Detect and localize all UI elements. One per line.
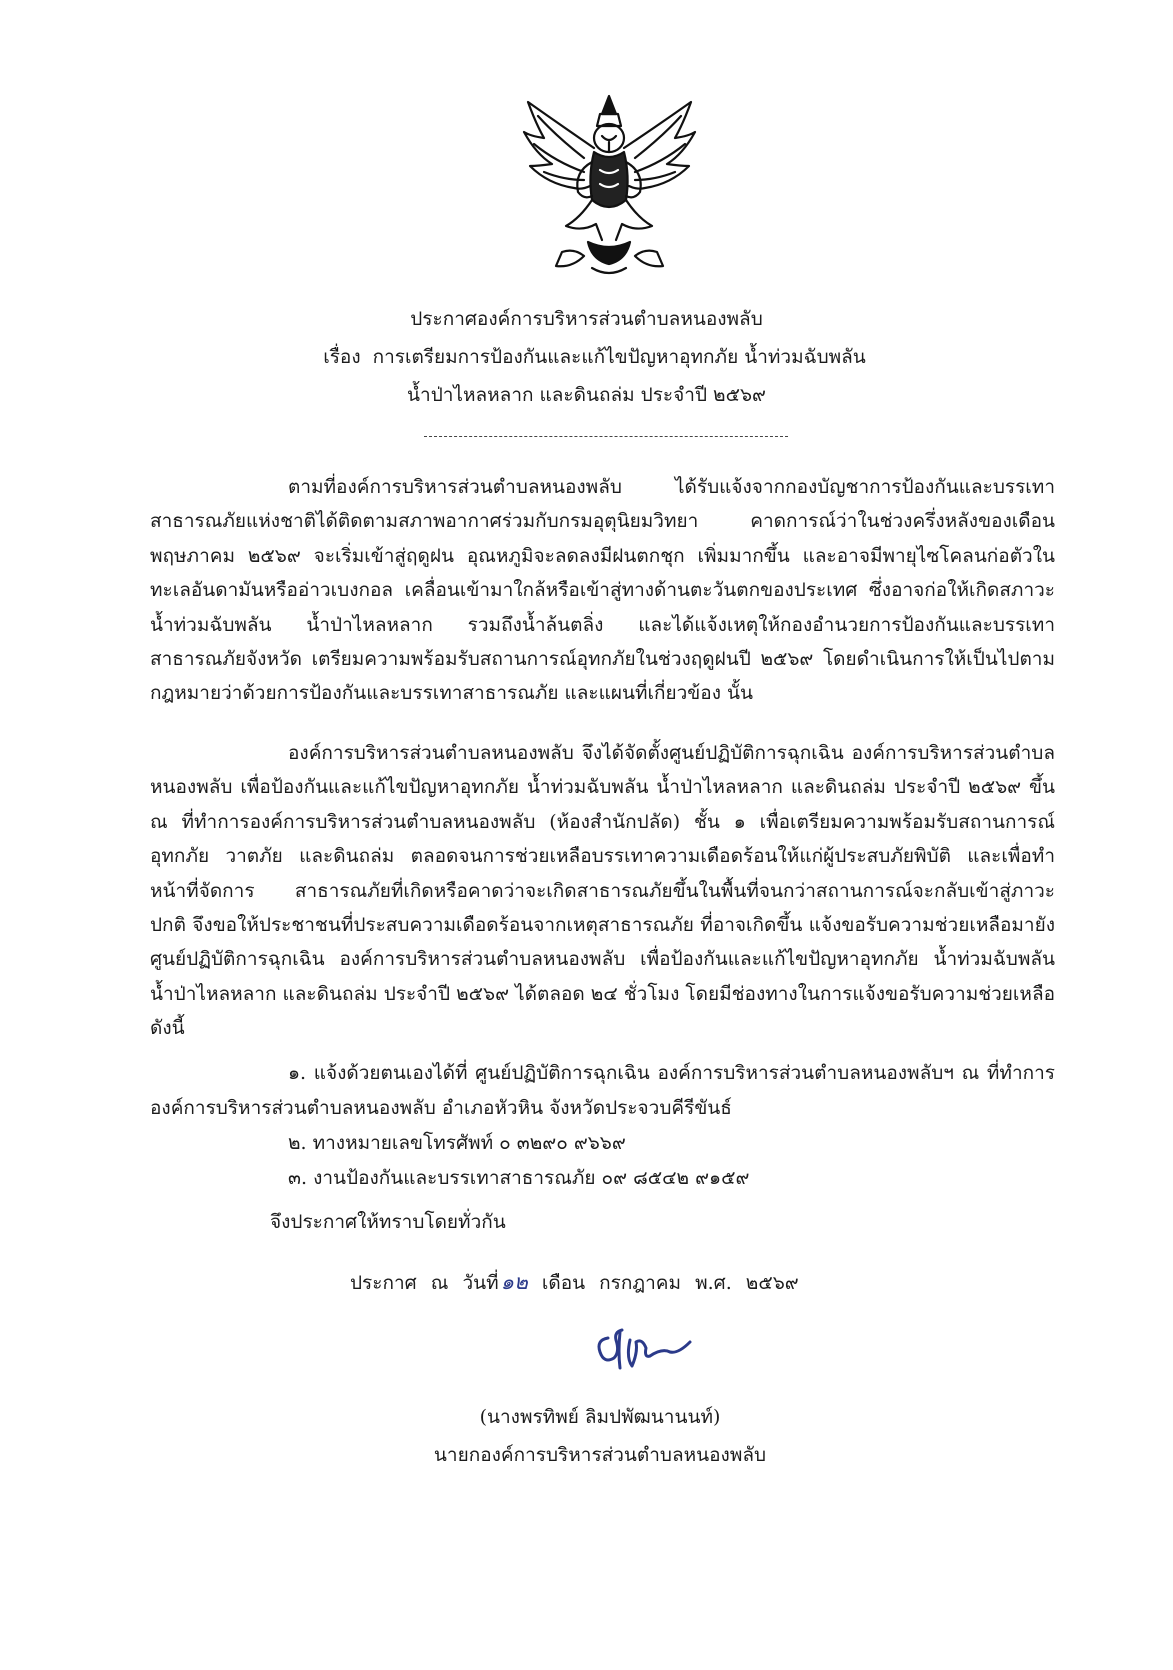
signer-block — [0, 1398, 1173, 1474]
month-value: กรกฎาคม — [599, 1272, 682, 1294]
subject-text-line1: การเตรียมการป้องกันและแก้ไขปัญหาอุทกภัย น้ำท่วมฉับพลัน — [372, 346, 866, 368]
list-item: ๑. แจ้งด้วยตนเองได้ที่ ศูนย์ปฏิบัติการฉุกเฉิน องค์การบริหารส่วนตำบลหนองพลับฯ ณ ที่ทำการองค์การบริหารส่วนตำบลหนองพลับ อำเภอหัวหิน จังหวัดประจวบคีรีขันธ์ — [150, 1062, 1055, 1119]
list-item: ๓. งานป้องกันและบรรเทาสาธารณภัย ๐๙ ๘๕๔๒ ๙๑๕๙ — [288, 1167, 750, 1189]
subject-line — [0, 338, 1173, 376]
announcement-header — [0, 300, 1173, 414]
month-label: เดือน — [541, 1272, 586, 1294]
subject-label: เรื่อง — [323, 346, 361, 368]
body-paragraph-1: ตามที่องค์การบริหารส่วนตำบลหนองพลับ ได้รับแจ้งจากกองบัญชาการป้องกันและบรรเทาสาธารณภัยแห่งชาติได้ติดตามสภาพอากาศร่วมกับกรมอุตุนิยมวิทยา คาดการณ์ว่าในช่วงครึ่งหลังของเดือนพฤษภาคม ๒๕๖๙ จะเริ่มเข้าสู่ฤดูฝน อุณหภูมิจะลดลงมีฝนตกชุก เพิ่มมากขึ้น และอาจมีพายุไซโคลนก่อตัวในทะเลอันดามันหรืออ่าวเบงกอล เคลื่อนเข้ามาใกล้หรือเข้าสู่ทางด้านตะวันตกของประเทศ ซึ่งอาจก่อให้เกิดสภาวะน้ำท่วมฉับพลัน น้ำป่าไหลหลาก รวมถึงน้ำล้นตลิ่ง และได้แจ้งเหตุให้กองอำนวยการป้องกันและบรรเทาสาธารณภัยจังหวัด เตรียมความพร้อมรับสถานการณ์อุทกภัยในช่วงฤดูฝนปี ๒๕๖๙ โดยดำเนินการให้เป็นไปตามกฎหมายว่าด้วยการป้องกันและบรรเทาสาธารณภัย และแผนที่เกี่ยวข้อง นั้น — [150, 476, 1055, 705]
year-label: พ.ศ. — [695, 1272, 732, 1294]
garuda-emblem-icon — [522, 92, 697, 282]
signer-position: นายกองค์การบริหารส่วนตำบลหนองพลับ — [433, 1444, 767, 1466]
announcement-date — [350, 1266, 807, 1299]
year-value: ๒๕๖๙ — [745, 1272, 799, 1294]
subject-text-line2: น้ำป่าไหลหลาก และดินถล่ม ประจำปี ๒๕๖๙ — [407, 384, 766, 406]
announcement-title: ประกาศองค์การบริหารส่วนตำบลหนองพลับ — [410, 308, 763, 330]
body-paragraph-2: องค์การบริหารส่วนตำบลหนองพลับ จึงได้จัดตั้งศูนย์ปฏิบัติการฉุกเฉิน องค์การบริหารส่วนตำบลหนองพลับ เพื่อป้องกันและแก้ไขปัญหาอุทกภัย น้ำท่วมฉับพลัน น้ำป่าไหลหลาก และดินถล่ม ประจำปี ๒๕๖๙ ขึ้น ณ ที่ทำการองค์การบริหารส่วนตำบลหนองพลับ (ห้องสำนักปลัด) ชั้น ๑ เพื่อเตรียมความพร้อมรับสถานการณ์อุทกภัย วาตภัย และดินถล่ม ตลอดจนการช่วยเหลือบรรเทาความเดือดร้อนให้แก่ผู้ประสบภัยพิบัติ และเพื่อทำหน้าที่จัดการ สาธารณภัยที่เกิดหรือคาดว่าจะเกิดสาธารณภัยขึ้นในพื้นที่จนกว่าสถานการณ์จะกลับเข้าสู่ภาวะปกติ จึงขอให้ประชาชนที่ประสบความเดือดร้อนจากเหตุสาธารณภัย ที่อาจเกิดขึ้น แจ้งขอรับความช่วยเหลือมายังศูนย์ปฏิบัติการฉุกเฉิน องค์การบริหารส่วนตำบลหนองพลับ เพื่อป้องกันและแก้ไขปัญหาอุทกภัย น้ำท่วมฉับพลัน น้ำป่าไหลหลาก และดินถล่ม ประจำปี ๒๕๖๙ ได้ตลอด ๒๔ ชั่วโมง โดยมีช่องทางในการแจ้งขอรับความช่วยเหลือดังนี้ — [150, 742, 1055, 1040]
signer-name: (นางพรทิพย์ ลิมปพัฒนานนท์) — [479, 1406, 721, 1428]
signature-icon — [590, 1318, 695, 1382]
separator-line — [424, 436, 788, 437]
day-value: ๑๒ — [500, 1270, 528, 1294]
contact-channel-list — [150, 1056, 1055, 1196]
day-label: วันที่ — [462, 1272, 499, 1294]
closing-statement: จึงประกาศให้ทราบโดยทั่วกัน — [270, 1211, 506, 1233]
list-item: ๒. ทางหมายเลขโทรศัพท์ ๐ ๓๒๙๐ ๙๖๖๙ — [288, 1132, 626, 1154]
date-prefix: ประกาศ — [350, 1272, 417, 1294]
date-at: ณ — [430, 1272, 449, 1294]
